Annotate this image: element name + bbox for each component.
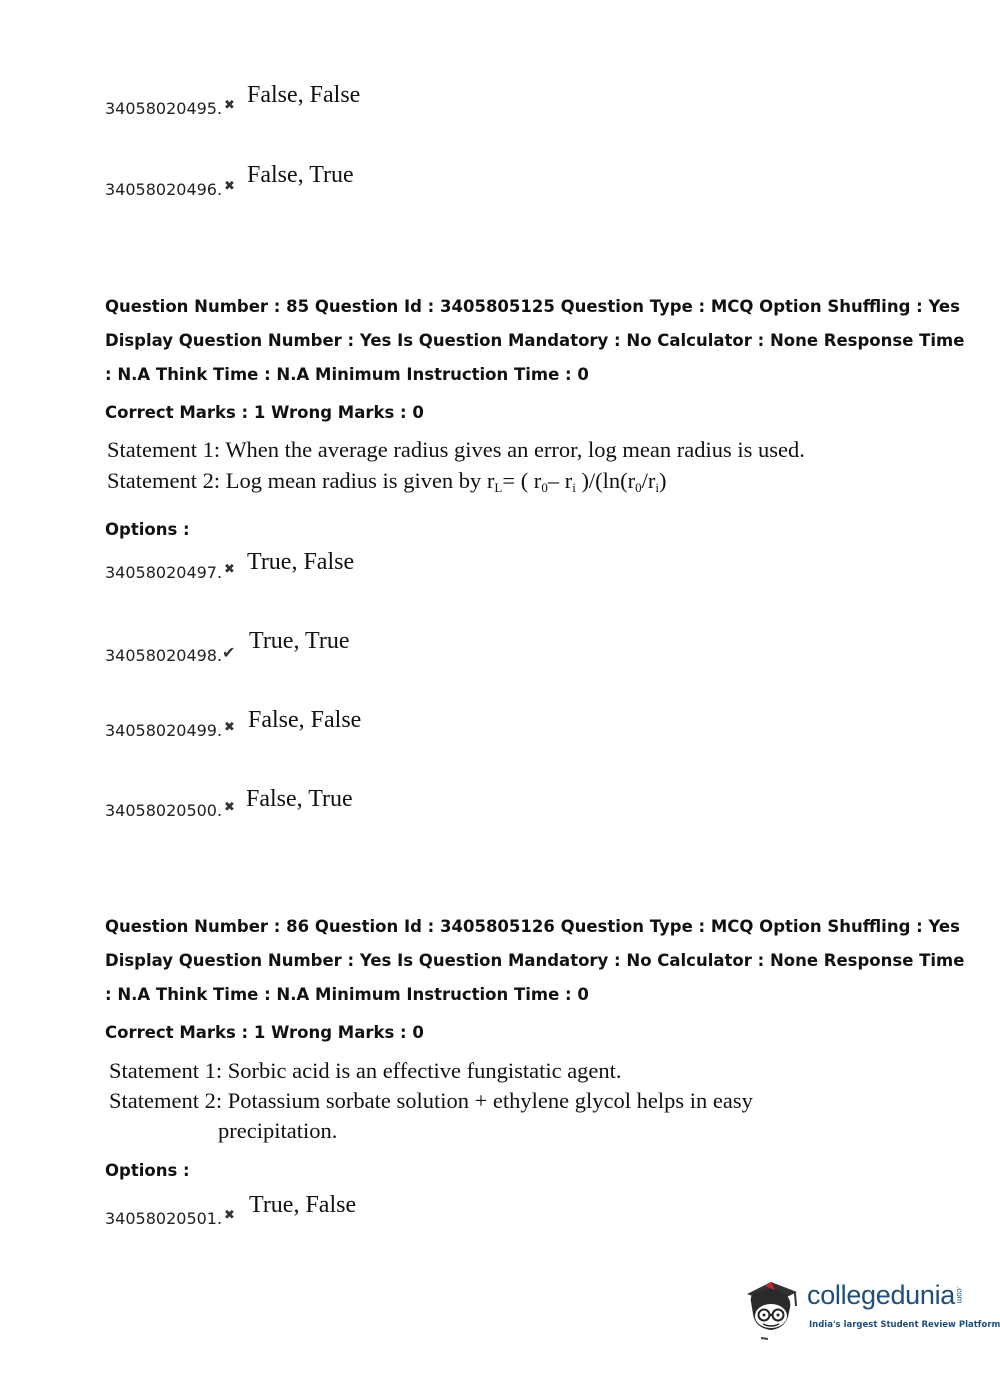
- cross-icon: ✖: [224, 720, 235, 735]
- statement-text: )/(ln(r: [575, 468, 636, 493]
- mascot-icon: [741, 1272, 803, 1344]
- option-id: 34058020500.: [105, 801, 223, 820]
- option-text: True, True: [249, 628, 350, 654]
- subscript: 0: [541, 480, 548, 495]
- statement-2-continued: precipitation.: [218, 1118, 338, 1143]
- subscript: i: [655, 480, 660, 495]
- statement-text: = ( r: [502, 468, 542, 493]
- option-text: False, True: [246, 786, 353, 812]
- option-id: 34058020496.: [105, 180, 223, 199]
- option-text: True, False: [249, 1192, 357, 1218]
- question-meta-line: Question Number : 85 Question Id : 3405805125 Question Type : MCQ Option Shuffling : Yes: [105, 297, 960, 316]
- brand-suffix: .com: [955, 1286, 964, 1304]
- statement-1: Statement 1: Sorbic acid is an effective fungistatic agent.: [109, 1058, 622, 1083]
- brand-tagline: India's largest Student Review Platform: [809, 1320, 1000, 1330]
- option-text: False, False: [248, 707, 362, 733]
- question-meta-line: Question Number : 86 Question Id : 3405805126 Question Type : MCQ Option Shuffling : Yes: [105, 917, 960, 936]
- option-id: 34058020498.: [105, 646, 223, 665]
- collegedunia-logo: [741, 1272, 1000, 1352]
- marks-line: Correct Marks : 1 Wrong Marks : 0: [105, 403, 424, 422]
- option-text: True, False: [247, 549, 355, 575]
- option-id: 34058020499.: [105, 721, 223, 740]
- option-id: 34058020501.: [105, 1209, 223, 1228]
- statement-text: /r: [641, 468, 656, 493]
- statement-2: Statement 2: Potassium sorbate solution + ethylene glycol helps in easy: [109, 1088, 753, 1113]
- cross-icon: ✖: [224, 800, 235, 815]
- statement-text: – r: [547, 468, 573, 493]
- subscript: L: [494, 480, 503, 495]
- option-id: 34058020497.: [105, 563, 223, 582]
- question-meta-line: Display Question Number : Yes Is Question Mandatory : No Calculator : None Response Time: [105, 951, 965, 970]
- subscript: 0: [635, 480, 642, 495]
- subscript: i: [572, 480, 576, 495]
- cross-icon: ✖: [224, 562, 235, 577]
- cross-icon: ✖: [224, 98, 235, 113]
- question-meta-line: : N.A Think Time : N.A Minimum Instruction Time : 0: [105, 365, 589, 384]
- marks-line: Correct Marks : 1 Wrong Marks : 0: [105, 1023, 424, 1042]
- options-label: Options :: [105, 520, 190, 539]
- option-id: 34058020495.: [105, 99, 223, 118]
- statement-text: ): [659, 468, 667, 493]
- option-text: False, False: [247, 82, 361, 108]
- question-meta-line: Display Question Number : Yes Is Question Mandatory : No Calculator : None Response Time: [105, 331, 965, 350]
- check-icon: ✔: [222, 643, 236, 662]
- brand-name: collegedunia: [807, 1280, 956, 1310]
- statement-2: [107, 468, 667, 496]
- option-text: False, True: [247, 162, 354, 188]
- statement-1: Statement 1: When the average radius gives an error, log mean radius is used.: [107, 437, 805, 462]
- cross-icon: ✖: [224, 1208, 235, 1223]
- cross-icon: ✖: [224, 179, 235, 194]
- question-meta-line: : N.A Think Time : N.A Minimum Instruction Time : 0: [105, 985, 589, 1004]
- statement-text: Statement 2: Log mean radius is given by r: [107, 468, 495, 493]
- options-label: Options :: [105, 1161, 190, 1180]
